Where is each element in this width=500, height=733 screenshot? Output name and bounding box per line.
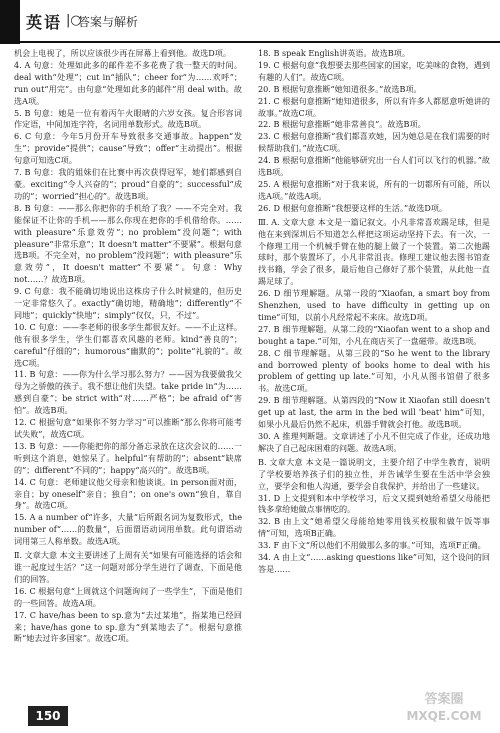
answer-item: 30. A 推理判断题。文章讲述了小凡不但完成了作业，还成功地解决了自己起床困难的问题。故选A项。 xyxy=(258,431,490,453)
watermark-line1: 答案圈 xyxy=(424,692,464,707)
answer-item: 34. A 由上文“……asking questions like”可知，这个设问的回答是…… xyxy=(258,552,490,574)
answer-item: 20. B 根据句意推断“她知道很多。”故选B项。 xyxy=(258,83,422,94)
answer-item: 24. B 根据句意推断“他能够研究出一台人们可以飞行的机器。”故选B项。 xyxy=(258,155,490,178)
answer-item: 9. C 句意：我不能确切地说出这株房子什么时候建的，但历史一定非常悠久了。exactly“确切地，精确地”；differently“不同地”；quickly“快地”；simply“仅仅，只，不过”。 xyxy=(14,286,242,320)
page-header xyxy=(0,0,500,44)
answer-item: 26. D 根据句意推断“我想要这样的生活。”故选D项。 xyxy=(258,202,448,213)
answer-item: 22. B 根据句意推断“她非常善良”。故选B项。 xyxy=(258,119,426,130)
section-summary: Ⅱ. 文章大意 本文主要讲述了上周有关“如果有可能选择的话会和谁一起度过生活？”这一问题对部分学生进行了调查，下面是他们的回答。 xyxy=(14,550,242,584)
answer-item: 机会上电视了，所以应该很少再在屏幕上看到他。故选D项。 xyxy=(14,48,231,58)
watermark-logo xyxy=(398,687,490,727)
answer-item: 31. D 上文提到和本中学校学习，后文又提到她给希望父母能把钱多拿给她做点事情吃的。 xyxy=(258,492,490,515)
answer-item: 11. B 句意：——你为什么学习那么努力？——因为我要做我父母为之骄傲的孩子。我不想让他们失望。take pride in“为……感到自豪”；be strict with“对……严格”；be afraid of“害怕”。故选B项。 xyxy=(14,369,242,416)
answer-item: 23. C 根据句意推断“我们都喜欢她，因为她总是在我们需要的时候帮助我们。”故选C项。 xyxy=(258,131,490,154)
answer-item: 10. C 句意：——李老师的很多学生都很友好。——不止这样。他有很多学生，学生们都喜欢风趣的老师。kind“善良的”；careful“仔细的”；humorous“幽默的”；polite“礼貌的”。故选C项。 xyxy=(14,321,242,368)
answer-item: 17. C have/has been to sp.意为“去过某地”，指某地已经回来；have/has gone to sp.意为“到某地去了”。根据句意推断“她去过许多国家”。故选C项。 xyxy=(14,609,242,644)
section-summary: B. 文章大意 本文是一篇说明文，主要介绍了中学生教育，说明了学校要培养孩子们的独立性，并告诫学生要在生活中学会独立，要学会和他人沟通，要学会自我保护，并给出了一些建议。 xyxy=(258,456,490,491)
page-number: 150 xyxy=(28,706,68,726)
answer-item: 16. C 根据句意“上周就这个问题询问了一些学生”，下面是他们的一些回答。故选A项。 xyxy=(14,585,242,608)
answer-item: 7. B 句意：我的姐妹们在比赛中再次获得冠军，她们都感到自豪。exciting“令人兴奋的”；proud“自豪的”；successful“成功的”；worried“担心的”。故选B项。 xyxy=(14,167,242,201)
answer-item: 25. A 根据句意推断“对于我来说，所有的一切都所有可能，所以选A项。”故选A项。 xyxy=(258,178,490,201)
header-separator: |○ xyxy=(66,13,82,28)
answer-item: 4. A 句意：处理如此多的邮件差不多花费了我一整天的时间。deal with“处理”；cut in“插队”；cheer for“为……欢呼”；run out“用完”。由句意“处理如此多的邮件”用 deal with。故选A项。 xyxy=(14,59,242,106)
header-title: 英语 xyxy=(26,13,63,32)
answer-item: 15. A a number of“许多，大量”后所跟名词为复数形式，the number of“……的数量”，后面谓语动词用单数。此句谓语动词用第三人称单数。故选A项。 xyxy=(14,512,242,547)
answer-item: 8. B 句意：——那么你把你的手机给了我？——不完全对。我能保证不让你的手机——那么你现在把你的手机借给你。……with pleasure“乐意效劳”；no problem“没问题”；with pleasure“非常乐意”；It doesn't matter“不要紧”。根据句意选B项。不完全对，no problem“没问题”；with pleasure“乐意效劳”，It doesn't matter“不要紧”。句意：Why not……？故选B项。 xyxy=(14,202,242,285)
answer-item: 5. B 句意：她是一位有着丙午火眼晴的六岁女孩。复合形容词作定语，中间加连字符，名词用单数形式。故选B项。 xyxy=(14,107,242,130)
answer-item: 32. B 由上文“她希望父母能给她零用钱买校服和做午饭等事情”可知，选项B正确。 xyxy=(258,516,490,539)
header-subtitle: 答案与解析 xyxy=(78,15,139,29)
header-bar xyxy=(0,0,20,44)
answer-item: 26. D 细节理解题。从第一段的“Xiaofan, a smart boy from Shenzhen, used to have difficulty in getting up on time”可知，以前小凡经常起不来床。故选D项。 xyxy=(258,288,490,322)
answer-item: 18. B speak English讲英语。故选B项。 xyxy=(258,48,410,58)
answer-item: 6. C 句意：今年5月份开车导致很多交通事故。happen“发生”；provide“提供”；cause“导致”；offer“主动提出”。根据句意可知选C项。 xyxy=(14,131,242,166)
answer-item: 33. F 由下文“所以他们不用做那么多的事。”可知，选项F正确。 xyxy=(258,540,486,551)
right-column xyxy=(258,48,490,576)
answer-item: 12. C 根据句意“如果你不努力学习”可以推断“那么你将可能考试失败”，故选C项。 xyxy=(14,417,242,439)
answer-item: 29. B 细节理解题。从第四段的“Now it Xiaofan still doesn't get up at last, the arm in the bed will 'beat' him”可知，如果小凡最后仍然不起床，机器手臂就会打他。故选B项。 xyxy=(258,395,490,430)
left-column xyxy=(14,48,242,645)
answer-item: 27. B 细节理解题。从第二段的“Xiaofan went to a shop and bought a tape.”可知，小凡在商店买了一盘磁带。故选B项。 xyxy=(258,323,490,346)
answer-item: 13. B 句意：——你能把你的部分备忘录放在这次会议的……一听到这个消息，她惊呆了。helpful“有帮助的”；absent“缺席的”；different“不同的”；happy“高兴的”。故选B项。 xyxy=(14,440,242,475)
answer-item: 21. C 根据句意推断“她知道很多，所以有许多人都愿意听她讲的故事。”故选C项。 xyxy=(258,95,490,118)
header-rule xyxy=(20,41,500,43)
section-summary: Ⅲ. A. 文章大意 本文是一篇记叙文。小凡非常喜欢踢足球，但是他在来到深圳后不知道怎么样把这项运动坚持下去。有一次，一个修理工用一个机械手臂在他的腿上做了一个装置。第二次他踢球时，那个装置坏了，小凡非常沮丧。修理工建议他去图书馆查找书籍，学会了很多，最后他自己修好了那个装置，从此他一直踢足球了。 xyxy=(258,216,490,287)
answer-item: 28. C 细节理解题。从第三段的“So he went to the library and borrowed plenty of books home to deal with his problem of getting up late.”可知，小凡从图书馆借了很多书。故选C项。 xyxy=(258,347,490,394)
answer-item: 19. C 根据句意“我想要去那些国家的国家，吃美味的食物，遇到有趣的人们”。故选C项。 xyxy=(258,59,490,82)
watermark-line2: MXQE.COM xyxy=(406,709,482,723)
answer-item: 14. C 句意：老师建议他父母亲和他谈谈。in person面对面，亲自；by oneself“亲自；独自”；on one's own“独自，靠自身”。故选C项。 xyxy=(14,476,242,511)
